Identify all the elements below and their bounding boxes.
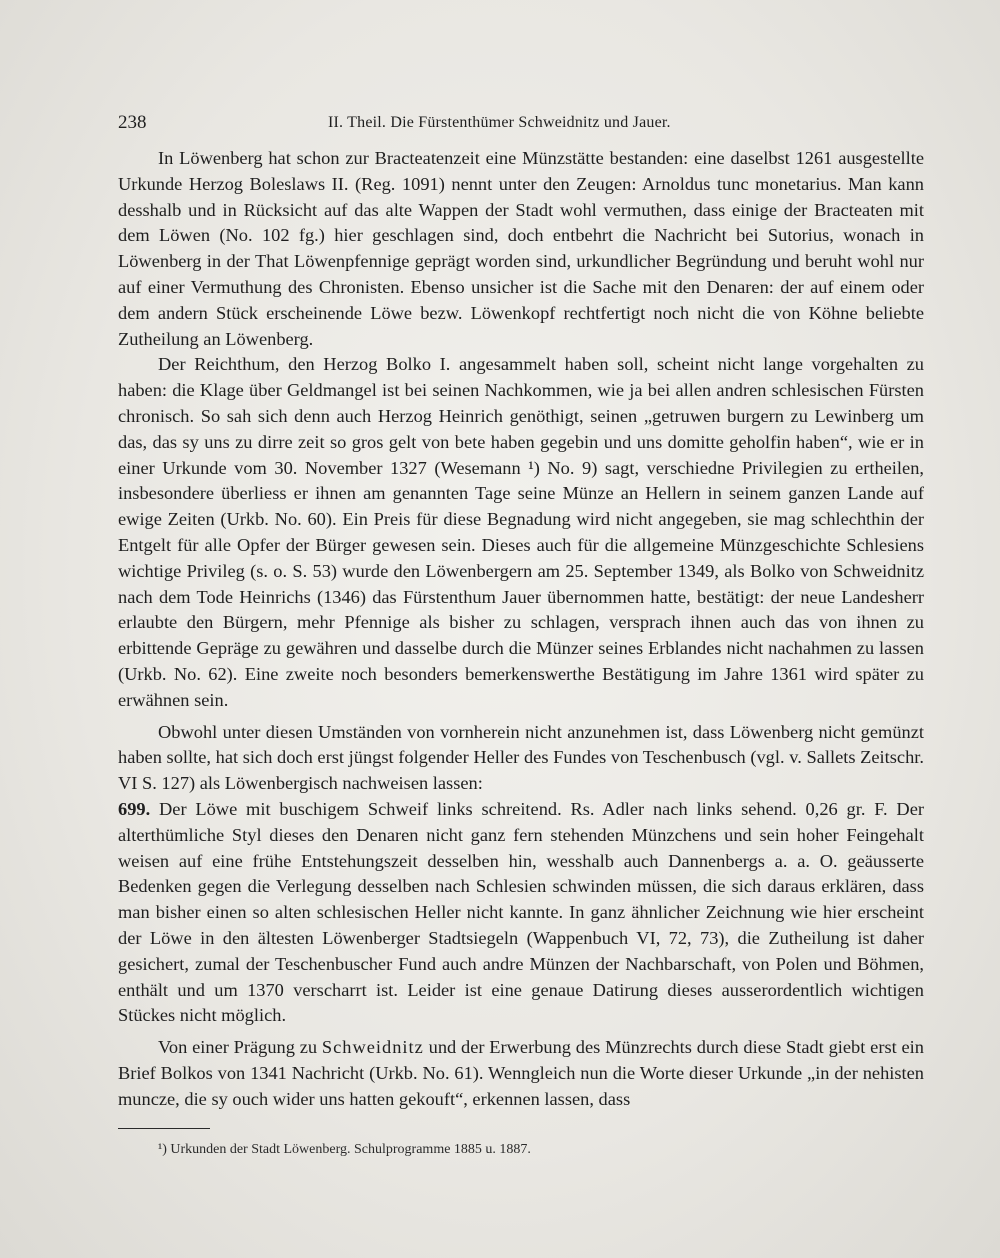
entry-number: 699. <box>118 798 151 819</box>
paragraph-4-start: Von einer Prägung zu <box>158 1037 322 1058</box>
page-number: 238 <box>118 112 147 133</box>
paragraph-2: Der Reichthum, den Herzog Bolko I. angesammelt haben soll, scheint nicht lange vorgehalten zu haben: die Klage über Geldmangel ist bei seinen Nachkommen, wie ja bei allen andren schlesischen Fürsten chronisch. So sah sich denn auch Herzog Heinrich genöthigt, seinen „getruwen burgern zu Lewinberg um das, das sy uns zu dirre zeit so gros gelt von bete haben gegebin und uns domitte geholfin haben“, wie er in einer Urkunde vom 30. November 1327 (Wesemann ¹) No. 9) sagt, verschiedne Privilegien zu ertheilen, insbesondere überliess er ihnen am genannten Tage seine Münze an Hellern in seinem ganzen Lande auf ewige Zeiten (Urkb. No. 60). Ein Preis für diese Begnadung wird nicht angegeben, sie mag schlechthin der Entgelt für alle Opfer der Bürger gewesen sein. Dieses auch für die allgemeine Münzgeschichte Schlesiens wichtige Privileg (s. o. S. 53) wurde den Löwenbergern am 25. September 1349, als Bolko von Schweidnitz nach dem Tode Heinrichs (1346) das Fürstenthum Jauer übernommen hatte, bestätigt: der neue Landesherr erlaubte den Bürgern, mehr Pfennige als bisher zu schlagen, versprach ihnen auch das von ihnen zu erbittende Gepräge zu gewähren und dasselbe durch die Münzer seines Erblandes nicht nachahmen zu lassen (Urkb. No. 62). Eine zweite noch besonders bemerkenswerthe Bestätigung im Jahre 1361 wird später zu erwähnen sein. <box>118 354 924 710</box>
page-header <box>118 112 924 142</box>
paragraph-4-rest: und der Erwerbung des Münzrechts durch diese Stadt giebt erst ein Brief Bolkos von 1341 Nachricht (Urkb. No. 61). Wenngleich nun die Worte dieser Urkunde „in der nehisten muncze, die sy ouch wider uns hatten gekouft“, erkennen lassen, dass <box>118 1037 924 1109</box>
place-name-emphasis: Schweidnitz <box>321 1037 424 1058</box>
paragraph-4 <box>118 1035 924 1112</box>
footnote-divider <box>118 1128 210 1129</box>
paragraph-1: In Löwenberg hat schon zur Bracteatenzeit eine Münzstätte bestanden: eine daselbst 1261 ausgestellte Urkunde Herzog Boleslaws II. (Reg. 1091) nennt unter den Zeugen: Arnoldus tunc monetarius. Man kann desshalb und in Rücksicht auf das alte Wappen der Stadt wohl vermuthen, dass einige der Bracteaten mit dem Löwen (No. 102 fg.) hier geschlagen sind, doch entbehrt die Nachricht bei Sutorius, wonach in Löwenberg in der That Löwenpfennige geprägt worden sind, urkundlicher Begründung und beruht wohl nur auf einer Vermuthung des Chronisten. Ebenso unsicher ist die Sache mit den Denaren: der auf einem oder dem andern Stück erscheinende Löwe bezw. Löwenkopf rechtfertigt noch nicht die von Köhne beliebte Zutheilung an Löwenberg. <box>118 148 924 349</box>
running-title: II. Theil. Die Fürstenthümer Schweidnitz und Jauer. <box>328 114 671 131</box>
body-text <box>118 146 924 1112</box>
entry-text: Der Löwe mit buschigem Schweif links schreitend. Rs. Adler nach links sehend. 0,26 gr. F. Der alterthümliche Styl dieses den Denaren nicht ganz fern stehenden Münzchens und sein hoher Feingehalt weisen auf eine frühe Entstehungszeit desselben hin, wesshalb auch Dannenbergs a. a. O. geäusserte Bedenken gegen die Verlegung desselben nach Schlesien schwinden müssen, die sich daraus erklären, dass man bisher einen so alten schlesischen Heller nicht kannte. In ganz ähnlicher Zeichnung wie hier erscheint der Löwe in den ältesten Löwenberger Stadtsiegeln (Wappenbuch VI, 72, 73), die Zutheilung ist daher gesichert, zumal der Teschenbuscher Fund auch andre Münzen der Nachbarschaft, von Polen und Böhmen, enthält und um 1370 verscharrt ist. Leider ist eine genaue Datirung dieses ausserordentlich wichtigen Stückes nicht möglich. <box>118 798 924 1026</box>
catalog-entry <box>118 797 924 1029</box>
footnote: ¹) Urkunden der Stadt Löwenberg. Schulprogramme 1885 u. 1887. <box>158 1142 531 1157</box>
paragraph-3: Obwohl unter diesen Umständen von vornherein nicht anzunehmen ist, dass Löwenberg nicht gemünzt haben sollte, hat sich doch erst jüngst folgender Heller des Fundes von Teschenbusch (vgl. v. Sallets Zeitschr. VI S. 127) als Löwenbergisch nachweisen lassen: <box>118 721 924 794</box>
